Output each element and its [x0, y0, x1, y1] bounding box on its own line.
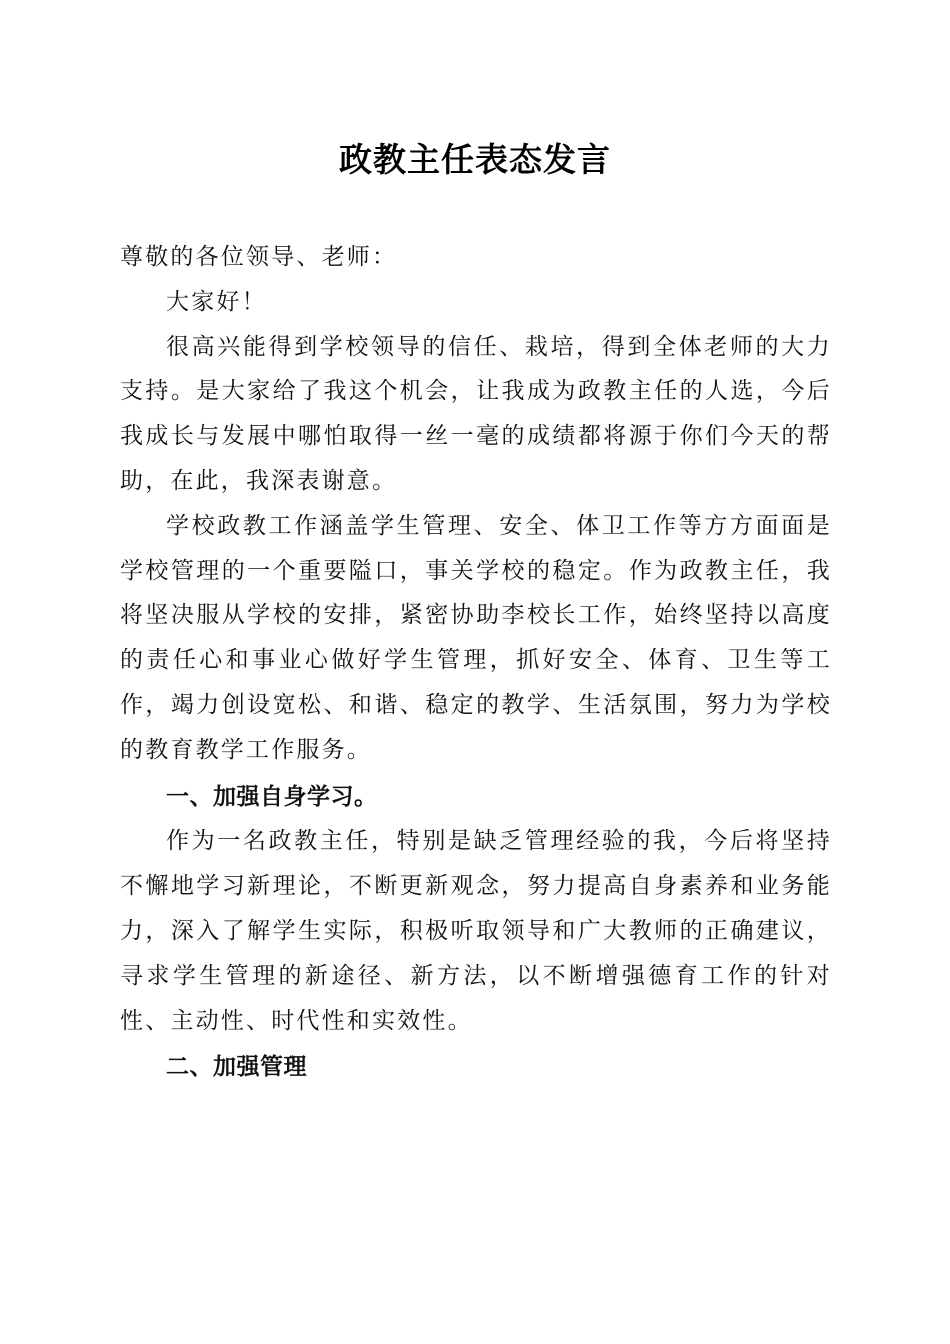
salutation: 尊敬的各位领导、老师：: [120, 244, 398, 270]
document-title: 政教主任表态发言: [339, 140, 611, 179]
paragraph-study: 作为一名政教主任，特别是缺乏管理经验的我，今后将坚持不懈地学习新理论，不断更新观念，努力提高自身素养和业务能力，深入了解学生实际，积极听取领导和广大教师的正确建议，寻求学生管理的新途径、新方法，以不断增强德育工作的针对性、主动性、时代性和实效性。: [120, 828, 832, 1034]
paragraph-gratitude: 很高兴能得到学校领导的信任、栽培，得到全体老师的大力支持。是大家给了我这个机会，让我成为政教主任的人选，今后我成长与发展中哪怕取得一丝一毫的成绩都将源于你们今天的帮助，在此，我深表谢意。: [120, 333, 832, 494]
paragraph-responsibilities: 学校政教工作涵盖学生管理、安全、体卫工作等方方面面是学校管理的一个重要隘口，事关学校的稳定。作为政教主任，我将坚决服从学校的安排，紧密协助李校长工作，始终坚持以高度的责任心和事业心做好学生管理，抓好安全、体育、卫生等工作，竭力创设宽松、和谐、稳定的教学、生活氛围，努力为学校的教育教学工作服务。: [120, 512, 832, 763]
document-body: [120, 235, 832, 1090]
section-heading-study: 一、加强自身学习。: [166, 783, 378, 810]
greeting: 大家好！: [166, 288, 267, 315]
section-heading-management: 二、加强管理: [166, 1054, 307, 1081]
